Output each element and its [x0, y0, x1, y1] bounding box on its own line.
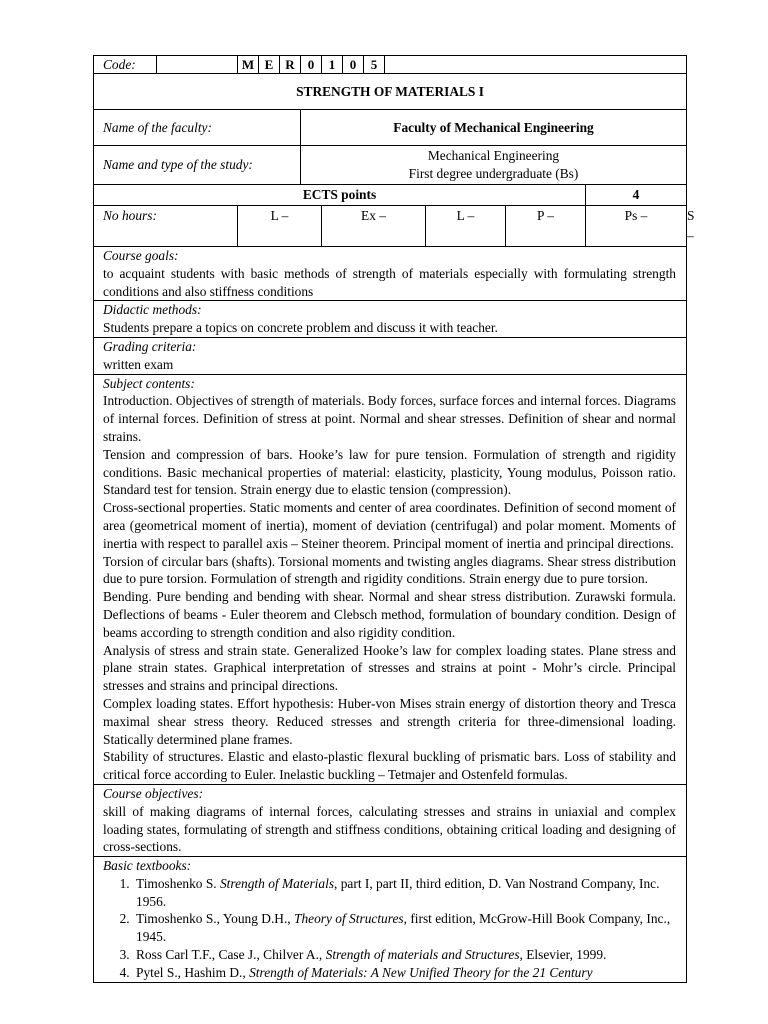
textbook-authors: Timoshenko S.	[136, 875, 220, 891]
subject-paragraph: Cross-sectional properties. Static moments and center of area coordinates. Definition of second moment of area (geometrical moment of inertia), moment of deviation (centrifugal) and polar moment. Moments of inertia with respect to parallel axis – Steiner theorem. Principal moment of inertia and principal directions.	[103, 500, 676, 551]
hours-exercise: Ex –	[322, 206, 426, 247]
code-char: 1	[322, 56, 343, 74]
code-label: Code:	[94, 56, 157, 74]
study-label: Name and type of the study:	[94, 146, 301, 185]
ects-label: ECTS points	[94, 185, 586, 206]
code-char: 5	[364, 56, 385, 74]
course-goals-row	[94, 247, 687, 301]
hours-proseminar: Ps –	[586, 206, 687, 247]
textbook-title: Strength of Materials: A New Unified Theory for the 21 Century	[249, 964, 593, 980]
code-char: 0	[343, 56, 364, 74]
objectives-heading: Course objectives:	[103, 785, 204, 801]
code-char: M	[238, 56, 259, 74]
textbook-authors: Timoshenko S., Young D.H.,	[136, 911, 295, 927]
hours-project: P –	[506, 206, 586, 247]
textbook-title: Theory of Structures	[294, 911, 404, 927]
textbook-title: Strength of Materials	[219, 875, 335, 891]
textbook-item	[133, 875, 676, 911]
hours-label: No hours:	[94, 206, 238, 247]
objectives-text: skill of making diagrams of internal forces, calculating stresses and strains in uniaxial and complex loading states, formulating of strength and stiffness conditions, obtaining critical loading and designing of cross-sections.	[103, 803, 676, 855]
code-char: E	[259, 56, 280, 74]
course-goals-cell	[94, 247, 687, 301]
subject-cell	[94, 374, 687, 784]
code-char: 0	[301, 56, 322, 74]
didactic-text: Students prepare a topics on concrete problem and discuss it with teacher.	[103, 320, 498, 336]
didactic-cell	[94, 301, 687, 338]
code-trailing-cell	[385, 56, 687, 74]
subject-paragraph: Bending. Pure bending and bending with shear. Normal and shear stress distribution. Zurawski formula. Deflections of beams - Euler theorem and Clebsch method, formulation of boundary condition. Design of beams according to strength condition and also rigidity condition.	[103, 589, 676, 640]
textbook-item	[133, 946, 676, 964]
grading-row	[94, 337, 687, 374]
didactic-heading: Didactic methods:	[103, 302, 202, 318]
grading-heading: Grading criteria:	[103, 338, 197, 354]
subject-paragraph: Stability of structures. Elastic and elasto-plastic flexural buckling of prismatic bars. Loss of stability and critical force according to Euler. Inelastic buckling – Tetmajer and Ostenfeld formulas.	[103, 749, 676, 783]
ects-row	[94, 185, 687, 206]
textbook-item	[133, 910, 676, 946]
faculty-value: Faculty of Mechanical Engineering	[301, 110, 687, 146]
course-goals-text: to acquaint students with basic methods of strength of materials especially with formulating strength conditions and also stiffness conditions	[103, 265, 676, 299]
subject-row	[94, 374, 687, 784]
grading-text: written exam	[103, 356, 174, 372]
textbook-item	[133, 964, 676, 982]
faculty-row	[94, 110, 687, 146]
textbook-publisher: , Elsevier, 1999.	[519, 947, 607, 963]
grading-cell	[94, 337, 687, 374]
code-blank-cell	[157, 56, 238, 74]
subject-heading: Subject contents:	[103, 375, 195, 391]
textbooks-cell	[94, 857, 687, 983]
study-line-2: First degree undergraduate (Bs)	[408, 165, 579, 181]
ects-value: 4	[586, 185, 687, 206]
study-line-1: Mechanical Engineering	[427, 148, 560, 163]
subject-paragraph: Torsion of circular bars (shafts). Torsional moments and twisting angles diagrams. Shear stress distribution due to pure torsion. Formulation of strength and rigidity conditions. Strain energy due to pure torsion.	[103, 553, 676, 587]
hours-row: No hours: L – Ex – L – P – Ps – S –	[94, 206, 687, 247]
textbook-publisher: , part I, part II, third edition, D. Van Nostrand Company, Inc. 1956.	[136, 875, 660, 909]
hours-lab: L –	[426, 206, 506, 247]
textbook-publisher: , first edition, McGrow-Hill Book Company, Inc., 1945.	[136, 911, 671, 945]
hours-lecture: L –	[238, 206, 322, 247]
course-syllabus-table	[93, 55, 695, 983]
subject-paragraph: Introduction. Objectives of strength of materials. Body forces, surface forces and internal forces. Diagrams of internal forces. Definition of stress at point. Normal and shear stresses. Definition of shear and normal strains.	[103, 393, 676, 444]
study-row	[94, 146, 687, 185]
textbooks-list	[103, 875, 676, 982]
course-title: STRENGTH OF MATERIALS I	[94, 74, 687, 110]
didactic-row	[94, 301, 687, 338]
textbook-authors: Pytel S., Hashim D.,	[136, 964, 250, 980]
subject-paragraph: Complex loading states. Effort hypothesis: Huber-von Mises strain energy of distortion theory and Tresca maximal shear stress theory. Reduced stresses and strength criteria for three-dimensional loading. Statically determined plane frames.	[103, 695, 676, 747]
title-row	[94, 74, 687, 110]
subject-paragraph: Analysis of stress and strain state. Generalized Hooke’s law for complex loading states. Plane stress and plane strain states. Graphical interpretation of stresses and strains at point - Mohr’s circle. Principal stresses and strains and principal directions.	[103, 642, 676, 694]
objectives-cell	[94, 784, 687, 856]
subject-paragraph: Tension and compression of bars. Hooke’s law for pure tension. Formulation of strength and rigidity conditions. Basic mechanical properties of material: elasticity, plasticity, Young modulus, Poisson ratio. Standard test for tension. Strain energy due to elastic tension (compression).	[103, 446, 676, 498]
textbooks-row	[94, 857, 687, 983]
study-value	[301, 146, 687, 185]
textbooks-heading: Basic textbooks:	[103, 858, 192, 874]
code-char: R	[280, 56, 301, 74]
textbook-authors: Ross Carl T.F., Case J., Chilver A.,	[136, 947, 326, 963]
course-goals-heading: Course goals:	[103, 248, 179, 263]
code-row	[94, 56, 687, 74]
faculty-label: Name of the faculty:	[94, 110, 301, 146]
textbook-title: Strength of materials and Structures	[325, 947, 520, 963]
objectives-row	[94, 784, 687, 856]
